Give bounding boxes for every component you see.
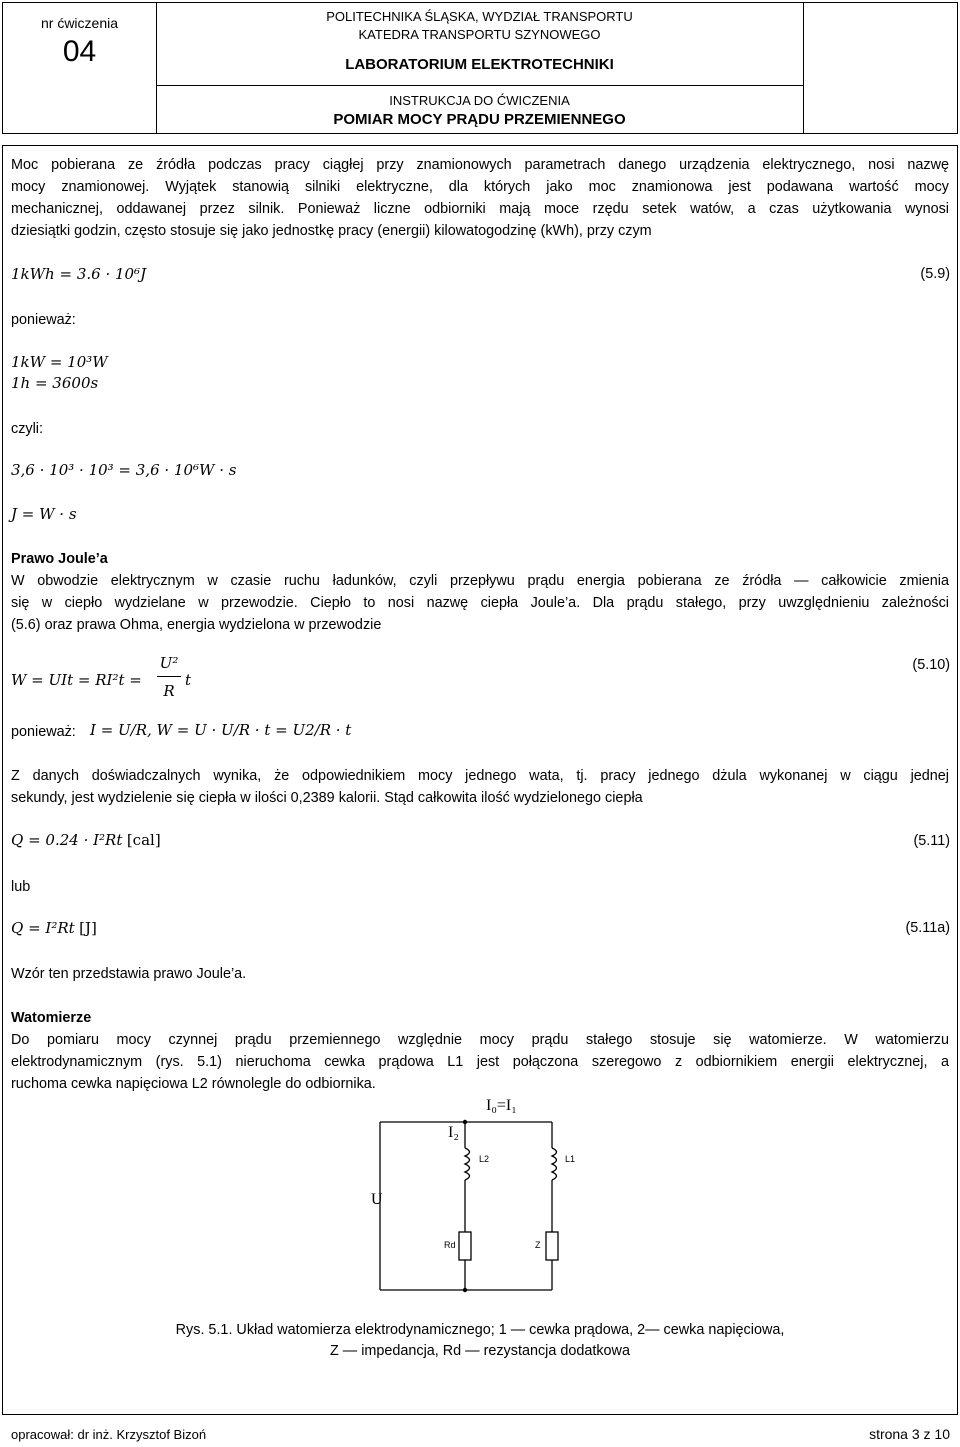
paragraph-kalorie <box>11 765 949 809</box>
equation-5-11 <box>11 831 161 850</box>
label-u: U <box>371 1191 383 1208</box>
p1-line: Moc pobierana ze źródła podczas pracy ciągłej przy znamionowych parametrach danego urządzenia elektrycznego, nosi nazwę <box>11 157 949 173</box>
p2-line: W obwodzie elektrycznym w czasie ruchu ładunków, czyli przepływu prądu energia pobierana ze źródła — całkowicie zmienia <box>11 573 949 589</box>
p4-line: ruchoma cewka napięciowa L2 równolegle do odbiornika. <box>11 1076 376 1092</box>
exercise-title: POMIAR MOCY PRĄDU PRZEMIENNEGO <box>333 111 626 128</box>
wattmeter-circuit-diagram <box>360 1090 600 1300</box>
exercise-number-label: nr ćwiczenia <box>40 15 119 31</box>
label-i2: I₂ <box>448 1124 459 1141</box>
equation-number-5-11: (5.11) <box>913 833 950 849</box>
p3-line: sekundy, jest wydzielenie się ciepła w ilości 0,2389 kalorii. Stąd całkowita ilość wydzielonego ciepła <box>11 790 643 806</box>
text-lub: lub <box>11 879 31 895</box>
p2-line: się w ciepło wydzielane w przewodzie. Ciepło to nosi nazwę ciepła Joule’a. Dla prądu stałego, przy uwzględnieniu zależności <box>11 595 949 611</box>
text-poniewaz-2: ponieważ: <box>11 724 76 740</box>
junction-dot-top <box>463 1120 467 1124</box>
equation-5-11a-expr: Q = I²Rt <box>11 919 75 937</box>
header-right-cell <box>803 3 958 133</box>
label-l1: L1 <box>565 1154 576 1164</box>
equation-joule-unit: J = W · s <box>11 505 77 523</box>
equation-number-5-9: (5.9) <box>920 266 950 282</box>
coil-l1-icon <box>552 1148 557 1180</box>
equation-kw: 1kW = 10³W <box>11 353 108 371</box>
label-l2: L2 <box>479 1154 490 1164</box>
label-z: Z <box>535 1240 541 1250</box>
text-wzor: Wzór ten przedstawia prawo Joule’a. <box>11 966 247 982</box>
equation-number-5-10: (5.10) <box>912 657 950 673</box>
lab-title: LABORATORIUM ELEKTROTECHNIKI <box>345 56 614 73</box>
figure-caption-line-2: Z — impedancja, Rd — rezystancja dodatkowa <box>330 1343 630 1359</box>
label-rd: Rd <box>444 1240 456 1250</box>
footer-page-number: strona 3 z 10 <box>869 1426 950 1442</box>
document-header <box>2 2 958 134</box>
impedance-z-icon <box>546 1232 558 1260</box>
paragraph-moc-znamionowa <box>11 154 949 242</box>
equation-5-10-t: t <box>185 671 192 689</box>
heading-watomierze: Watomierze <box>11 1010 92 1026</box>
equation-5-10-left: W = UIt = RI²t = <box>11 671 142 689</box>
fraction-bar <box>157 676 181 677</box>
org-line-1: POLITECHNIKA ŚLĄSKA, WYDZIAŁ TRANSPORTU <box>326 9 633 24</box>
figure-caption-line-1: Rys. 5.1. Układ watomierza elektrodynamicznego; 1 — cewka prądowa, 2— cewka napięciowa, <box>175 1322 785 1338</box>
p1-line: mocy znamionowej. Wyjątek stanowią silniki elektryczne, dla których jako moc znamionowa jest podawana wartość mocy <box>11 179 949 195</box>
paragraph-joule <box>11 570 949 636</box>
equation-number-5-11a: (5.11a) <box>905 920 950 936</box>
equation-h: 1h = 3600s <box>11 374 99 392</box>
equation-5-11a-unit: [J] <box>79 919 97 937</box>
p4-line: elektrodynamicznym (rys. 5.1) nieruchoma cewka prądowa L1 jest połączona szeregowo z odbiornikiem energii elektrycznej, a <box>11 1054 949 1070</box>
text-czyli: czyli: <box>11 421 43 437</box>
p4-line: Do pomiaru mocy czynnej prądu przemiennego względnie mocy prądu stałego stosuje się watomierze. W watomierzu <box>11 1032 949 1048</box>
exercise-number-box <box>3 3 157 133</box>
p1-line: mechanicznej, oddawanej przez silnik. Ponieważ liczne odbiorniki mają moce rzędu setek watów, a czas użytkowania wynosi <box>11 201 949 217</box>
text-poniewaz: ponieważ: <box>11 312 76 328</box>
p1-line: dziesiątki godzin, często stosuje się jako jednostkę pracy (energii) kilowatogodzinę (kWh), przy czym <box>11 223 652 239</box>
footer-author: opracował: dr inż. Krzysztof Bizoń <box>11 1427 207 1442</box>
equation-ohm: I = U/R, W = U · U/R · t = U2/R · t <box>90 721 352 739</box>
org-line-2: KATEDRA TRANSPORTU SZYNOWEGO <box>358 27 601 42</box>
equation-conversion: 3,6 · 10³ · 10³ = 3,6 · 10⁶W · s <box>11 461 237 479</box>
equation-5-10-numerator: U² <box>159 654 179 672</box>
junction-dot-bottom <box>463 1288 467 1292</box>
paragraph-watomierze <box>11 1029 949 1095</box>
equation-5-11a <box>11 919 97 938</box>
equation-5-9: 1kWh = 3.6 · 10⁶J <box>11 265 147 283</box>
p3-line: Z danych doświadczalnych wynika, że odpowiednikiem mocy jednego wata, tj. pracy jednego dżula wykonanej w ciągu jednej <box>11 768 949 784</box>
equation-5-11-expr: Q = 0.24 · I²Rt <box>11 831 123 849</box>
p2-line: (5.6) oraz prawa Ohma, energia wydzielona w przewodzie <box>11 617 382 633</box>
heading-prawo-joulea: Prawo Joule’a <box>11 551 108 567</box>
resistor-rd-icon <box>459 1232 471 1260</box>
label-i0-i1: I₀=I₁ <box>486 1097 517 1114</box>
equation-5-10-denominator: R <box>163 682 175 700</box>
equation-5-11-unit: [cal] <box>126 831 161 849</box>
header-divider <box>156 85 803 86</box>
instruction-label: INSTRUKCJA DO ĆWICZENIA <box>389 93 570 108</box>
coil-l2-icon <box>465 1148 470 1180</box>
exercise-number: 04 <box>62 35 97 68</box>
